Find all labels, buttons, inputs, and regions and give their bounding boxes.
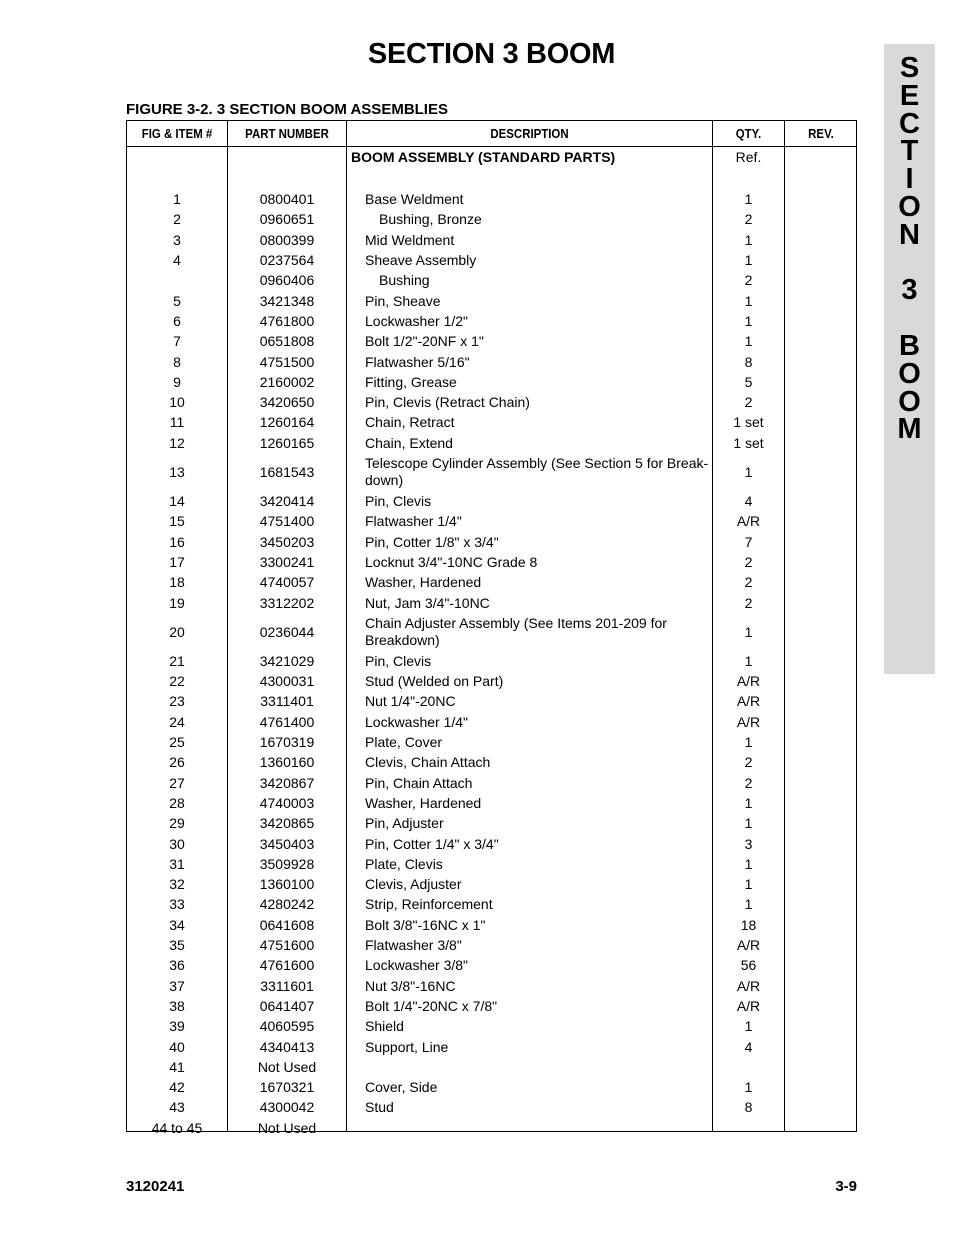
section-tab-letter: C <box>899 107 920 140</box>
part-number: 3311601 <box>260 977 314 994</box>
item-number: 21 <box>169 652 185 669</box>
description: Pin, Adjuster <box>365 815 444 832</box>
description: Lockwasher 3/8" <box>365 957 469 974</box>
section-tab-letter: B <box>899 330 920 362</box>
assembly-qty: Ref. <box>735 149 762 165</box>
item-number: 34 <box>169 916 185 933</box>
header-part-number: PART NUMBER <box>245 126 329 141</box>
item-number: 29 <box>169 815 185 832</box>
item-number: 36 <box>169 957 185 974</box>
part-number: 3311401 <box>260 693 314 710</box>
description: Bushing, Bronze <box>379 211 482 228</box>
item-number: 3 <box>173 231 181 248</box>
table-header <box>127 121 856 147</box>
section-tab-letter: T <box>900 135 919 168</box>
description: Shield <box>365 1018 404 1035</box>
item-number: 13 <box>169 463 185 480</box>
section-tab-letter: 3 <box>901 274 918 307</box>
item-number: 43 <box>169 1099 185 1116</box>
item-number: 27 <box>169 774 185 791</box>
quantity: 4 <box>744 493 753 510</box>
quantity: 1 <box>744 896 753 913</box>
description: Plate, Clevis <box>365 855 443 872</box>
part-number: 4751600 <box>259 937 315 954</box>
description: Chain, Retract <box>365 414 455 431</box>
item-number: 14 <box>169 493 185 510</box>
description: Mid Weldment <box>365 231 455 248</box>
section-tab-letter: O <box>898 385 921 418</box>
part-number: 1360100 <box>259 876 315 893</box>
item-number: 11 <box>169 414 185 431</box>
item-number: 37 <box>169 977 185 994</box>
quantity: 1 <box>744 623 753 640</box>
quantity: 1 <box>744 312 753 329</box>
item-number: 9 <box>173 373 181 390</box>
part-number: 0800401 <box>259 191 315 208</box>
part-number: 2160002 <box>259 373 315 390</box>
description: Plate, Cover <box>365 734 443 751</box>
item-number: 39 <box>169 1018 185 1035</box>
description: Stud (Welded on Part) <box>365 673 504 690</box>
quantity: 1 <box>744 876 753 893</box>
quantity: A/R <box>736 713 761 730</box>
part-number: 1670321 <box>259 1079 315 1096</box>
description: Support, Line <box>365 1038 449 1055</box>
description: Fitting, Grease <box>365 373 457 390</box>
header-qty: QTY. <box>735 126 762 141</box>
part-number: 0960651 <box>259 211 315 228</box>
part-number: 3420867 <box>259 774 315 791</box>
item-number: 26 <box>169 754 185 771</box>
page-title: SECTION 3 BOOM <box>367 38 616 70</box>
quantity: 56 <box>740 957 757 974</box>
item-number: 12 <box>169 434 185 451</box>
part-number: 1260164 <box>259 414 315 431</box>
quantity: 1 <box>744 1079 753 1096</box>
header-item: FIG & ITEM # <box>141 126 213 141</box>
description: Sheave Assembly <box>365 252 477 269</box>
part-number: 3450403 <box>259 835 315 852</box>
item-number: 22 <box>169 673 185 690</box>
part-number: 0651808 <box>259 333 315 350</box>
quantity: A/R <box>736 513 761 530</box>
quantity: 1 <box>744 231 753 248</box>
item-number: 6 <box>173 312 181 329</box>
part-number: 3509928 <box>259 855 315 872</box>
quantity: 2 <box>744 394 753 411</box>
description: Nut 1/4"-20NC <box>365 693 456 710</box>
part-number: 4761800 <box>259 312 315 329</box>
item-number: 42 <box>169 1079 185 1096</box>
quantity: 8 <box>744 1099 753 1116</box>
part-number: 4060595 <box>259 1018 315 1035</box>
part-number: 3450203 <box>259 533 315 550</box>
part-number: 4751400 <box>259 513 315 530</box>
section-tab-letter: O <box>898 191 921 223</box>
quantity: 1 <box>744 1018 753 1035</box>
description: Washer, Hardened <box>365 794 482 811</box>
parts-table <box>126 120 857 1136</box>
part-number: 0236044 <box>259 623 315 640</box>
description: Flatwasher 3/8" <box>365 937 462 954</box>
quantity: 2 <box>744 272 753 289</box>
quantity: 2 <box>744 211 753 228</box>
part-number: Not Used <box>257 1119 317 1136</box>
description: Pin, Clevis (Retract Chain) <box>365 394 530 411</box>
item-number: 33 <box>169 896 185 913</box>
description: Strip, Reinforcement <box>365 896 493 913</box>
quantity: 2 <box>744 774 753 791</box>
part-number: 3420865 <box>259 815 315 832</box>
part-number: 4740057 <box>259 574 315 591</box>
item-number: 23 <box>169 693 185 710</box>
item-number: 30 <box>169 835 185 852</box>
quantity: 2 <box>744 754 753 771</box>
quantity: A/R <box>736 977 761 994</box>
quantity: 1 <box>744 794 753 811</box>
section-tab-letter: I <box>905 163 914 196</box>
description: Flatwasher 1/4" <box>365 513 462 530</box>
quantity: 2 <box>744 574 753 591</box>
description: Stud <box>365 1099 394 1116</box>
part-number: 0237564 <box>259 252 315 269</box>
description: Pin, Clevis <box>365 652 432 669</box>
description: Bolt 1/2"-20NF x 1" <box>365 333 484 350</box>
column-divider <box>784 121 785 1131</box>
description-continued: Breakdown) <box>365 631 440 648</box>
description: Chain, Extend <box>365 434 453 451</box>
part-number: 4340413 <box>259 1038 315 1055</box>
item-number: 2 <box>173 211 181 228</box>
description: Base Weldment <box>365 191 464 208</box>
part-number: 4300031 <box>259 673 315 690</box>
part-number: 1360160 <box>259 754 315 771</box>
quantity: 1 <box>744 652 753 669</box>
quantity: 1 <box>744 734 753 751</box>
part-number: 1260165 <box>259 434 315 451</box>
part-number: 0960406 <box>259 272 315 289</box>
quantity: 2 <box>744 594 753 611</box>
quantity: 1 <box>744 463 753 480</box>
section-tab-letter: E <box>899 79 920 112</box>
item-number: 44 to 45 <box>151 1119 203 1136</box>
header-rev: REV. <box>808 126 834 141</box>
description: Cover, Side <box>365 1079 438 1096</box>
quantity: 1 <box>744 292 753 309</box>
item-number: 28 <box>169 794 185 811</box>
part-number: Not Used <box>257 1058 317 1075</box>
description: Telescope Cylinder Assembly (See Section 5 for Break- <box>365 454 709 471</box>
description: Flatwasher 5/16" <box>365 353 470 370</box>
section-tab-letter: M <box>897 413 922 446</box>
quantity: 1 <box>744 191 753 208</box>
quantity: 1 <box>744 252 753 269</box>
part-number: 4740003 <box>259 794 315 811</box>
quantity: 7 <box>744 533 753 550</box>
assembly-title: BOOM ASSEMBLY (STANDARD PARTS) <box>351 149 616 165</box>
part-number: 1670319 <box>259 734 315 751</box>
part-number: 4761600 <box>259 957 315 974</box>
part-number: 4761400 <box>259 713 315 730</box>
column-divider <box>346 121 347 1131</box>
quantity: 4 <box>744 1038 753 1055</box>
description: Locknut 3/4"-10NC Grade 8 <box>365 553 538 570</box>
section-tab <box>884 44 935 674</box>
item-number: 18 <box>169 574 185 591</box>
description: Lockwasher 1/4" <box>365 713 469 730</box>
page-number: 3-9 <box>835 1178 857 1195</box>
description-continued: down) <box>365 471 404 488</box>
part-number: 3421029 <box>259 652 315 669</box>
item-number: 15 <box>169 513 185 530</box>
description: Pin, Chain Attach <box>365 774 473 791</box>
quantity: A/R <box>736 937 761 954</box>
quantity: 8 <box>744 353 753 370</box>
part-number: 3421348 <box>259 292 315 309</box>
description: Pin, Cotter 1/4" x 3/4" <box>365 835 499 852</box>
document-number: 3120241 <box>126 1178 185 1195</box>
header-description: DESCRIPTION <box>490 126 569 141</box>
quantity: 18 <box>740 916 757 933</box>
part-number: 0641407 <box>259 997 315 1014</box>
item-number: 16 <box>169 533 185 550</box>
item-number: 25 <box>169 734 185 751</box>
part-number: 4280242 <box>259 896 315 913</box>
item-number: 8 <box>173 353 181 370</box>
quantity: 5 <box>744 373 753 390</box>
item-number: 10 <box>169 394 185 411</box>
item-number: 17 <box>169 553 185 570</box>
item-number: 20 <box>169 623 185 640</box>
quantity: A/R <box>736 693 761 710</box>
quantity: 1 <box>744 815 753 832</box>
description: Washer, Hardened <box>365 574 482 591</box>
description: Bolt 3/8"-16NC x 1" <box>365 916 486 933</box>
description: Clevis, Chain Attach <box>365 754 491 771</box>
item-number: 7 <box>173 333 181 350</box>
item-number: 35 <box>169 937 185 954</box>
description: Pin, Sheave <box>365 292 441 309</box>
quantity: 1 <box>744 855 753 872</box>
quantity: 1 set <box>733 414 764 431</box>
item-number: 41 <box>169 1058 185 1075</box>
item-number: 1 <box>173 191 181 208</box>
quantity: A/R <box>736 673 761 690</box>
quantity: A/R <box>736 997 761 1014</box>
item-number: 32 <box>169 876 185 893</box>
part-number: 0641608 <box>259 916 315 933</box>
description: Nut 3/8"-16NC <box>365 977 456 994</box>
item-number: 24 <box>169 713 185 730</box>
description: Pin, Cotter 1/8" x 3/4" <box>365 533 499 550</box>
description: Lockwasher 1/2" <box>365 312 469 329</box>
item-number: 19 <box>169 594 185 611</box>
quantity: 1 <box>744 333 753 350</box>
description: Nut, Jam 3/4"-10NC <box>365 594 490 611</box>
item-number: 4 <box>173 252 181 269</box>
part-number: 3420414 <box>259 493 315 510</box>
description: Bolt 1/4"-20NC x 7/8" <box>365 997 498 1014</box>
description: Bushing <box>379 272 430 289</box>
item-number: 38 <box>169 997 185 1014</box>
part-number: 4751500 <box>259 353 315 370</box>
item-number: 5 <box>173 292 181 309</box>
part-number: 4300042 <box>259 1099 315 1116</box>
quantity: 1 set <box>733 434 764 451</box>
section-tab-letter: O <box>898 357 921 390</box>
part-number: 3300241 <box>259 553 315 570</box>
item-number: 40 <box>169 1038 185 1055</box>
description: Chain Adjuster Assembly (See Items 201-209 for <box>365 614 667 631</box>
description: Pin, Clevis <box>365 493 432 510</box>
quantity: 3 <box>744 835 753 852</box>
part-number: 0800399 <box>259 231 315 248</box>
part-number: 3312202 <box>259 594 315 611</box>
figure-title: FIGURE 3-2. 3 SECTION BOOM ASSEMBLIES <box>126 101 448 118</box>
part-number: 3420650 <box>259 394 315 411</box>
quantity: 2 <box>744 553 753 570</box>
description: Clevis, Adjuster <box>365 876 462 893</box>
item-number: 31 <box>169 855 185 872</box>
part-number: 1681543 <box>259 463 315 480</box>
section-tab-letter: N <box>899 218 920 251</box>
section-tab-letter: S <box>899 52 920 84</box>
